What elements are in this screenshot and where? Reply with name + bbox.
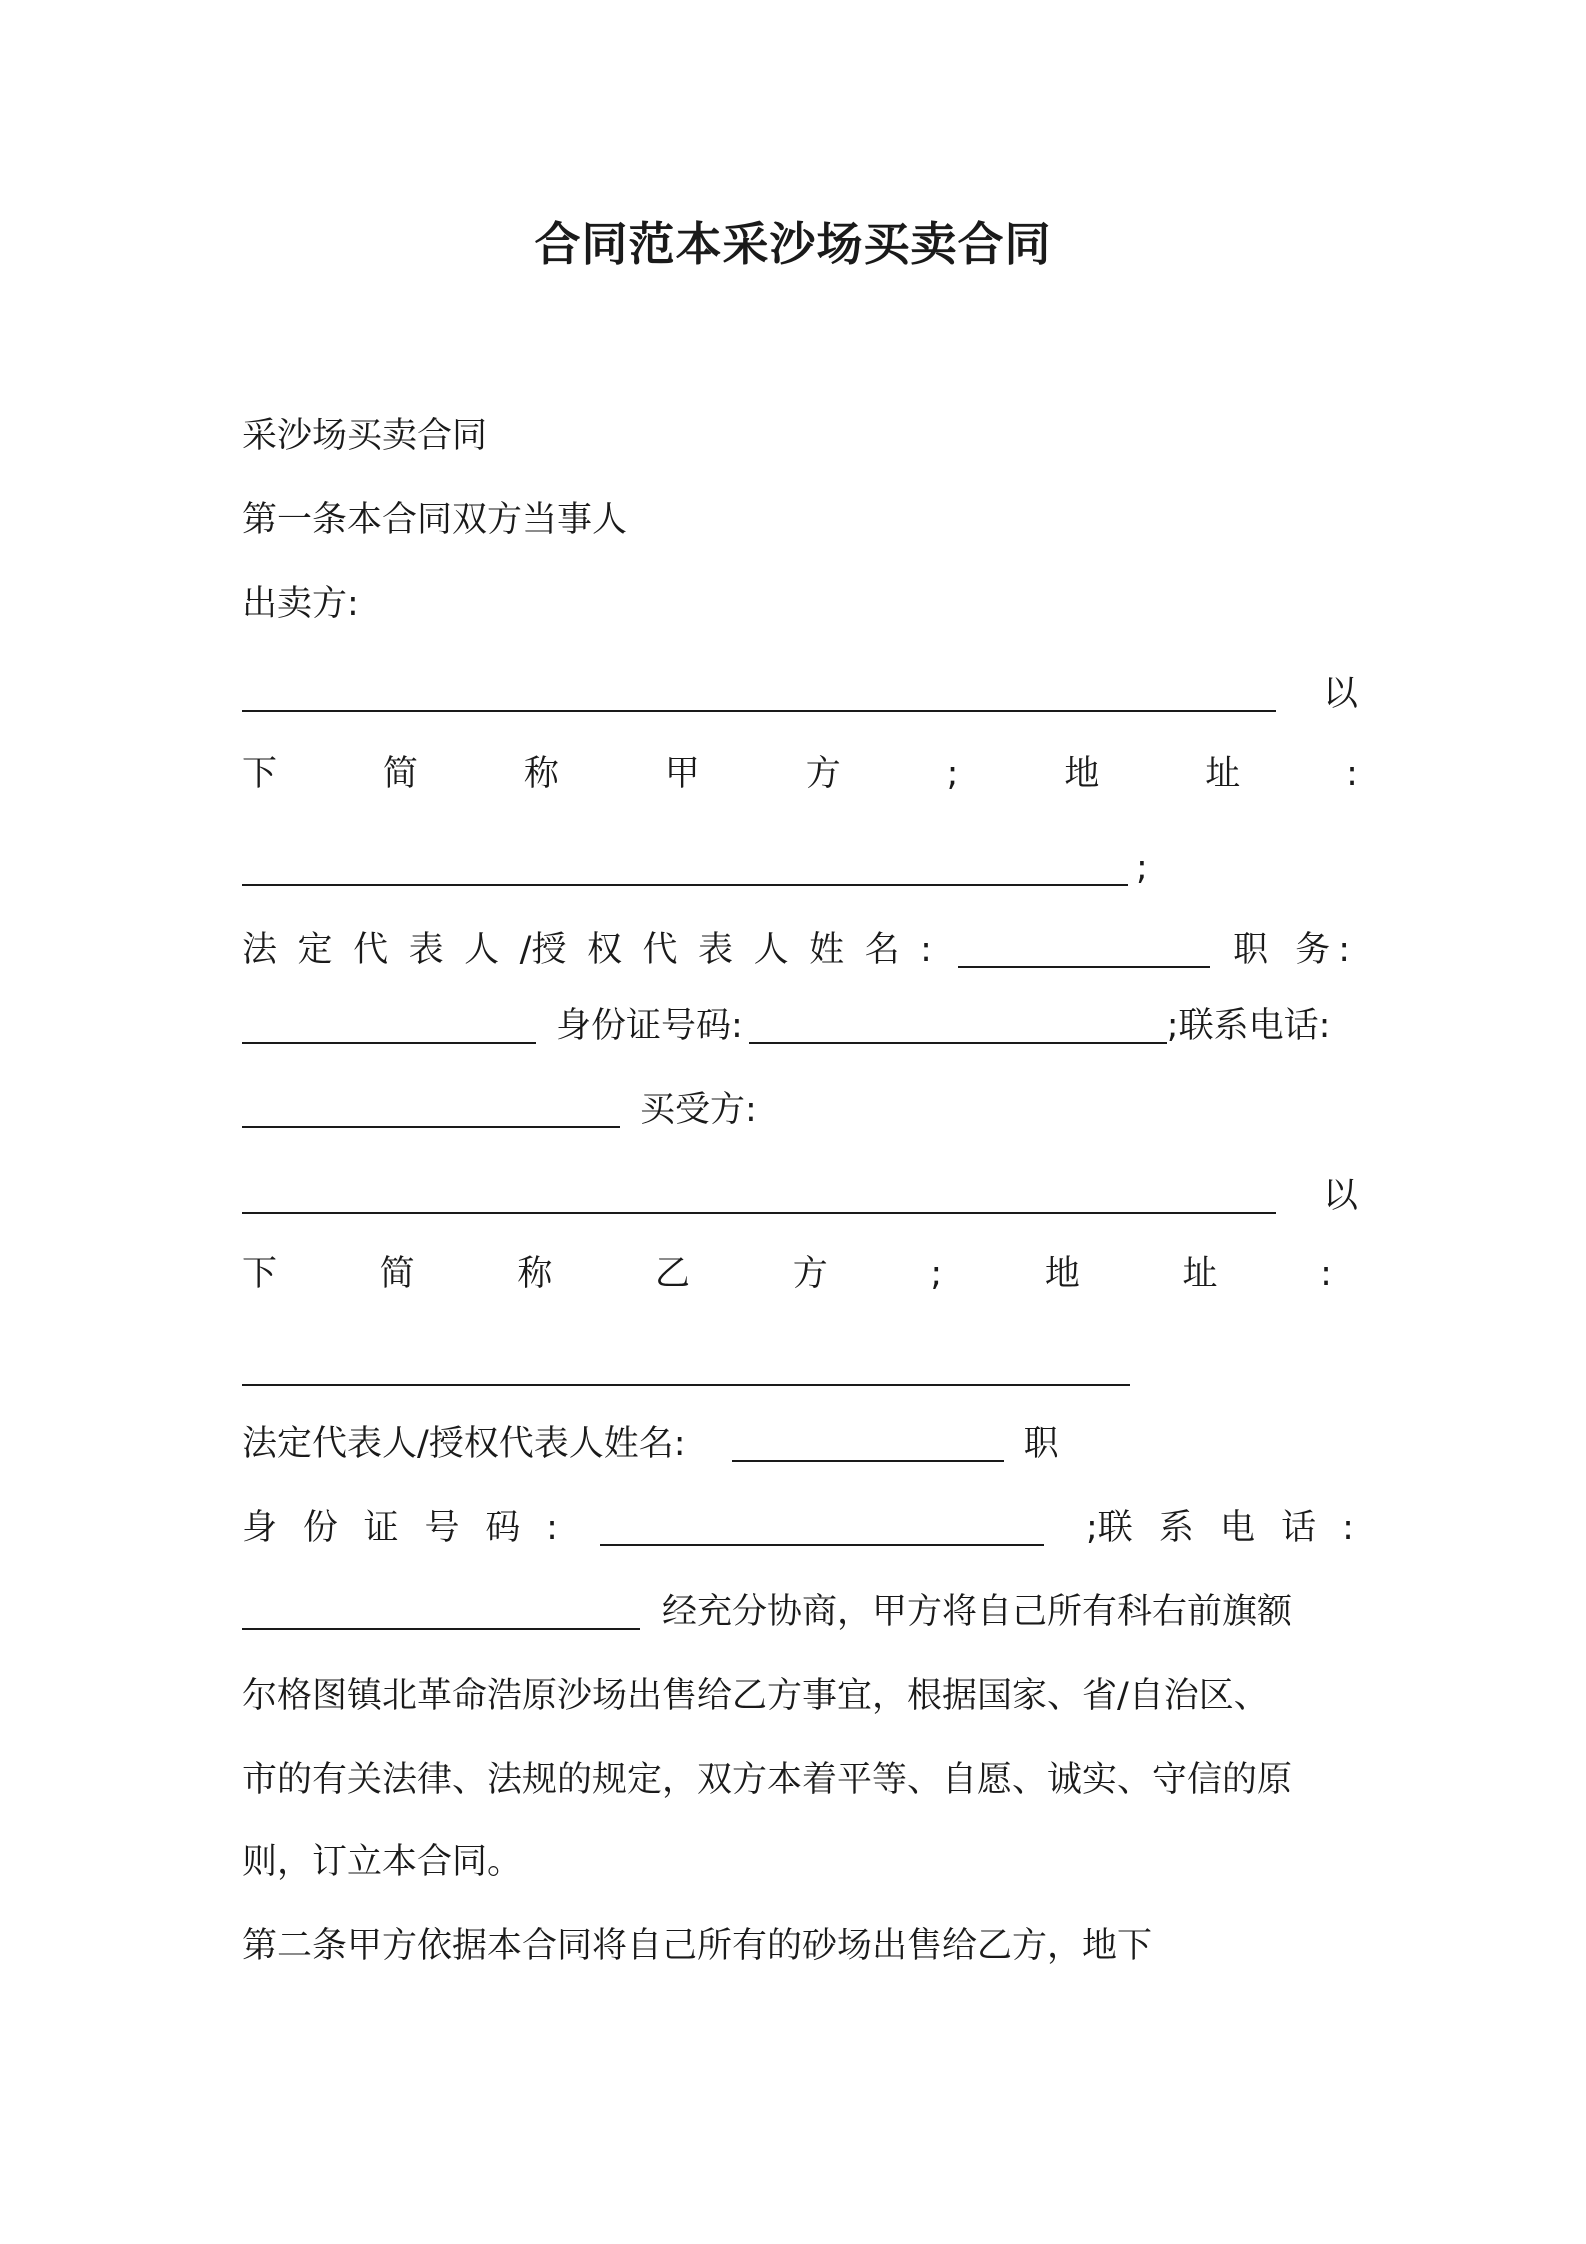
buyer-name-blank — [242, 1172, 1276, 1214]
seller-position-blank — [242, 1002, 536, 1044]
seller-rep-label — [242, 922, 932, 978]
position-label: 职 务: — [1233, 930, 1358, 970]
buyer-abbrev-char: 下 — [242, 1254, 278, 1294]
rep-char: 代 — [353, 930, 389, 970]
buyer-abbrev-char: 简 — [379, 1254, 415, 1294]
rep-char: 定 — [297, 930, 333, 970]
buyer-phone-blank — [242, 1588, 640, 1630]
seller-abbrev-char: ; — [946, 754, 959, 794]
seller-abbrev-char: 方 — [805, 754, 841, 794]
id-char: 份 — [302, 1508, 338, 1548]
id-char: : — [546, 1508, 558, 1548]
phone-char: 话 — [1281, 1508, 1317, 1548]
para1-line3: 市的有关法律、法规的规定，双方本着平等、自愿、诚实、守信的原 — [242, 1760, 1293, 1800]
buyer-position-label: 职 — [1023, 1424, 1059, 1464]
seller-abbrev-char: 地 — [1064, 754, 1100, 794]
buyer-abbrev-char: ; — [930, 1254, 943, 1294]
para1-line1: 经充分协商，甲方将自己所有科右前旗额 — [662, 1592, 1293, 1632]
rep-char: 人 — [464, 930, 500, 970]
para1-line2: 尔格图镇北革命浩原沙场出售给乙方事宜，根据国家、省/自治区、 — [242, 1676, 1269, 1716]
rep-char: 人 — [753, 930, 789, 970]
seller-abbrev-char: : — [1346, 754, 1358, 794]
semicolon: ; — [1136, 848, 1148, 888]
buyer-abbrev-char: 乙 — [655, 1254, 691, 1294]
article-2-line1: 第二条甲方依据本合同将自己所有的砂场出售给乙方，地下 — [242, 1926, 1153, 1966]
id-char: 证 — [363, 1508, 399, 1548]
buyer-abbrev-char: 称 — [517, 1254, 553, 1294]
buyer-address-row — [242, 1340, 1358, 1396]
seller-abbrev-char: 址 — [1205, 754, 1241, 794]
rep-char: : — [920, 930, 932, 970]
seller-abbrev-char: 简 — [382, 754, 418, 794]
document-title: 合同范本采沙场买卖合同 — [534, 217, 1052, 271]
buyer-abbrev-char: 方 — [792, 1254, 828, 1294]
phone-char: 系 — [1158, 1508, 1194, 1548]
rep-char: 名 — [864, 930, 900, 970]
phone-char: : — [1342, 1508, 1354, 1548]
rep-char: 权 — [586, 930, 622, 970]
para1-line4: 则，订立本合同。 — [242, 1842, 523, 1882]
buyer-abbrev-char: 地 — [1044, 1254, 1080, 1294]
rep-char: 表 — [698, 930, 734, 970]
seller-rep-name-blank — [958, 926, 1210, 968]
phone-char: ;联 — [1086, 1508, 1133, 1548]
id-char: 身 — [242, 1508, 278, 1548]
para1-line1-row — [242, 1584, 1362, 1640]
buyer-label: 买受方: — [640, 1090, 757, 1130]
buyer-abbrev-char: : — [1320, 1254, 1332, 1294]
article-1-heading: 第一条本合同双方当事人 — [242, 500, 628, 540]
id-char: 码 — [485, 1508, 521, 1548]
seller-id-blank — [749, 1002, 1167, 1044]
buyer-rep-label: 法定代表人/授权代表人姓名: — [242, 1424, 686, 1464]
rep-char: /授 — [519, 930, 567, 970]
seller-phone-blank — [242, 1086, 620, 1128]
seller-abbrev-char: 称 — [523, 754, 559, 794]
buyer-rep-name-blank — [732, 1420, 1004, 1462]
buyer-name-row — [242, 1168, 1358, 1224]
seller-rep-row — [242, 922, 1358, 978]
id-label: 身份证号码: — [556, 1006, 743, 1046]
seller-abbrev-char: 甲 — [664, 754, 700, 794]
buyer-address-blank — [242, 1344, 1130, 1386]
contract-subtitle: 采沙场买卖合同 — [242, 416, 488, 456]
seller-abbrev-row — [242, 746, 1358, 802]
rep-char: 代 — [642, 930, 678, 970]
seller-name-blank — [242, 670, 1276, 712]
rep-char: 表 — [408, 930, 444, 970]
seller-abbrev-char: 下 — [242, 754, 278, 794]
buyer-id-row — [242, 1500, 1354, 1556]
rep-char: 法 — [242, 930, 278, 970]
seller-address-row — [242, 840, 1358, 896]
buyer-id-blank — [600, 1504, 1044, 1546]
yi-char: 以 — [1322, 1176, 1358, 1216]
buyer-phone-label — [1086, 1500, 1354, 1556]
buyer-abbrev-char: 址 — [1182, 1254, 1218, 1294]
yi-char: 以 — [1322, 674, 1358, 714]
seller-label: 出卖方: — [242, 584, 359, 624]
buyer-id-label — [242, 1500, 558, 1556]
phone-label: ;联系电话: — [1166, 1006, 1331, 1046]
buyer-label-row — [242, 1082, 1358, 1138]
phone-char: 电 — [1219, 1508, 1255, 1548]
buyer-rep-row — [242, 1416, 1358, 1472]
rep-char: 姓 — [809, 930, 845, 970]
seller-name-row — [242, 666, 1358, 722]
seller-address-blank — [242, 844, 1128, 886]
id-char: 号 — [424, 1508, 460, 1548]
seller-id-row — [242, 998, 1372, 1054]
buyer-abbrev-row — [242, 1246, 1332, 1302]
